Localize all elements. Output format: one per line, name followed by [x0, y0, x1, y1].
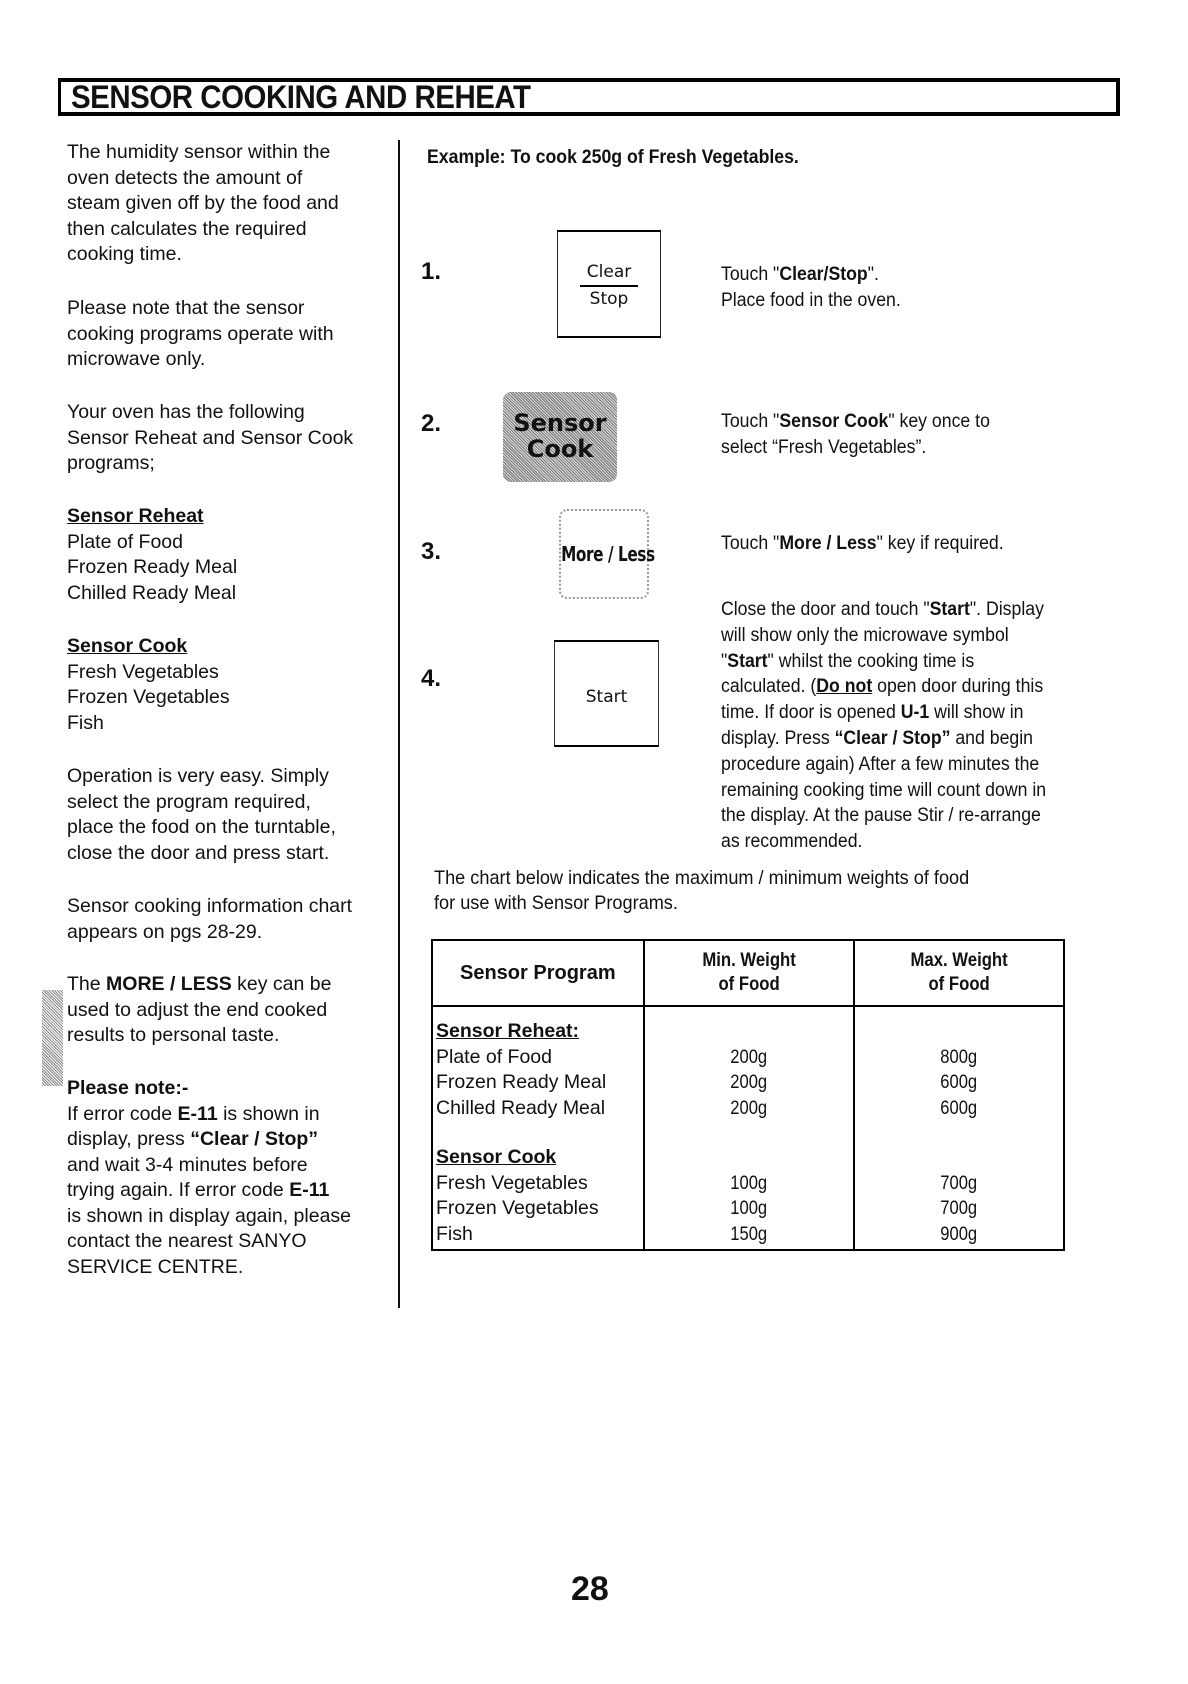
text-line: Your oven has the following: [67, 401, 305, 423]
text-line: display. Press “Clear / Stop” and begin: [721, 727, 1033, 749]
text-line: and wait 3-4 minutes before: [67, 1153, 308, 1176]
max-weight-cell: 600g: [854, 1096, 1064, 1122]
sensor-cook-list: [67, 634, 387, 736]
program-cell: Fish: [432, 1222, 644, 1251]
group-heading: Sensor Cook: [432, 1121, 644, 1171]
table-row: [432, 1196, 1064, 1222]
text-line: display, press “Clear / Stop”: [67, 1128, 319, 1150]
key-label: Cook: [526, 435, 594, 463]
text-line: Sensor cooking information chart: [67, 895, 353, 917]
max-weight-cell: 900g: [854, 1222, 1064, 1251]
text-line: calculated. (Do not open door during this: [721, 676, 1044, 698]
max-weight-cell: 700g: [854, 1171, 1064, 1197]
key-label: Clear: [586, 262, 632, 282]
text-line: then calculates the required: [67, 217, 307, 240]
text-line: the display. At the pause Stir / re-arrange: [721, 805, 1041, 827]
text-line: results to personal taste.: [67, 1024, 280, 1046]
key-label: Start: [585, 687, 628, 707]
min-weight-cell: 200g: [644, 1045, 854, 1071]
text-line: select the program required,: [67, 790, 311, 813]
list-item: Frozen Ready Meal: [67, 556, 238, 578]
column-header-max-weight: Max. Weight of Food: [854, 940, 1064, 1006]
text-line: Operation is very easy. Simply: [67, 765, 329, 787]
text-line: remaining cooking time will count down in: [721, 779, 1047, 801]
microwave-only-note: [67, 296, 387, 373]
sensor-reheat-list: [67, 504, 387, 606]
max-weight-cell: 600g: [854, 1070, 1064, 1096]
empty-cell: [854, 1121, 1064, 1171]
key-label: Sensor: [513, 409, 607, 437]
text-line: as recommended.: [721, 831, 863, 853]
programs-intro: [67, 400, 387, 477]
error-code: E-11: [289, 1179, 330, 1201]
text-line: microwave only.: [67, 348, 206, 370]
chart-reference: [67, 894, 387, 945]
more-less-key-name: MORE / LESS: [106, 973, 232, 995]
list-item: Fresh Vegetables: [67, 660, 219, 683]
page-number: 28: [571, 1570, 609, 1608]
step-number: 1.: [421, 258, 442, 285]
column-header-program: Sensor Program: [432, 940, 644, 1006]
clear-stop-key-name: “Clear / Stop”: [190, 1128, 319, 1150]
text-line: The chart below indicates the maximum / minimum weights of food: [434, 867, 970, 889]
step-1-instruction: [721, 262, 1102, 314]
more-less-key-illustration: [559, 509, 655, 599]
key-name: Start: [929, 599, 970, 620]
text-line: programs;: [67, 452, 155, 474]
text-line: time. If door is opened U-1 will show in: [721, 702, 1024, 724]
table-row: [432, 1045, 1064, 1071]
text-line: Close the door and touch "Start". Display: [721, 599, 1044, 620]
list-item: Chilled Ready Meal: [67, 581, 237, 604]
text-line: used to adjust the end cooked: [67, 998, 328, 1021]
program-cell: Frozen Vegetables: [432, 1196, 644, 1222]
text-line: steam given off by the food and: [67, 192, 339, 214]
sensor-weights-table: [431, 939, 1065, 1251]
text-line: If error code E-11 is shown in: [67, 1102, 320, 1125]
text-line: cooking time.: [67, 243, 182, 265]
empty-cell: [644, 1006, 854, 1045]
program-cell: Frozen Ready Meal: [432, 1070, 644, 1096]
text-line: select “Fresh Vegetables”.: [721, 436, 927, 458]
text-line: for use with Sensor Programs.: [434, 892, 678, 914]
list-item: Fish: [67, 711, 104, 734]
step-2-instruction: [721, 409, 1102, 461]
page-title-box: [58, 78, 1120, 116]
step-3-instruction: [721, 531, 1102, 557]
text-line: appears on pgs 28-29.: [67, 920, 263, 943]
step-number: 2.: [421, 410, 442, 437]
table-row: [432, 1222, 1064, 1251]
text-line: Touch "Sensor Cook" key once to: [721, 411, 990, 432]
text-line: trying again. If error code E-11: [67, 1179, 330, 1201]
step-number: 4.: [421, 665, 442, 692]
min-weight-cell: 150g: [644, 1222, 854, 1251]
text-line: Place food in the oven.: [721, 289, 901, 311]
key-name: Sensor Cook: [779, 411, 889, 432]
text-line: SERVICE CENTRE.: [67, 1255, 244, 1278]
chart-intro: [434, 866, 969, 916]
page-title: SENSOR COOKING AND REHEAT: [71, 79, 531, 115]
text-line: The MORE / LESS key can be: [67, 973, 332, 995]
step-number: 3.: [421, 538, 442, 565]
list-item: Plate of Food: [67, 530, 183, 553]
text-line: "Start" whilst the cooking time is: [721, 650, 975, 672]
operation-paragraph: [67, 764, 387, 866]
table-row: [432, 1171, 1064, 1197]
min-weight-cell: 200g: [644, 1070, 854, 1096]
step-4-instruction: [721, 597, 1102, 855]
error-code: U-1: [900, 702, 930, 724]
text-line: contact the nearest SANYO: [67, 1230, 307, 1252]
max-weight-cell: 800g: [854, 1045, 1064, 1071]
list-item: Frozen Vegetables: [67, 686, 230, 708]
table-group-heading-row: [432, 1121, 1064, 1171]
program-cell: Chilled Ready Meal: [432, 1096, 644, 1122]
example-title: Example: To cook 250g of Fresh Vegetables.: [427, 147, 799, 168]
table-group-heading-row: [432, 1006, 1064, 1045]
text-line: oven detects the amount of: [67, 166, 303, 189]
sensor-cook-key-illustration: [503, 392, 617, 482]
sensor-cook-heading: Sensor Cook: [67, 635, 188, 657]
text-line: The humidity sensor within the: [67, 141, 331, 163]
text-line: procedure again) After a few minutes the: [721, 753, 1040, 775]
min-weight-cell: 100g: [644, 1171, 854, 1197]
sensor-reheat-heading: Sensor Reheat: [67, 505, 204, 527]
text-line: Please note that the sensor: [67, 297, 305, 319]
key-name: Start: [727, 650, 768, 672]
key-label: Stop: [589, 289, 629, 309]
text-line: place the food on the turntable,: [67, 816, 336, 838]
key-label: More / Less: [561, 542, 655, 566]
more-less-paragraph: [67, 972, 387, 1049]
emphasis: Do not: [816, 676, 873, 698]
group-heading: Sensor Reheat:: [432, 1006, 644, 1045]
empty-cell: [644, 1121, 854, 1171]
max-weight-cell: 700g: [854, 1196, 1064, 1222]
key-name: Clear/Stop: [779, 264, 868, 285]
text-line: Touch "Clear/Stop".: [721, 264, 879, 285]
please-note-heading: Please note:-: [67, 1077, 189, 1099]
table-header-row: [432, 940, 1064, 1006]
clear-stop-key-illustration: [557, 230, 661, 338]
key-divider: [580, 285, 638, 287]
text-line: Touch "More / Less" key if required.: [721, 533, 1004, 554]
key-name: More / Less: [779, 533, 877, 554]
intro-paragraph: [67, 140, 387, 268]
please-note-block: [67, 1076, 387, 1280]
text-line: is shown in display again, please: [67, 1204, 352, 1227]
column-header-min-weight: Min. Weight of Food: [644, 940, 854, 1006]
program-cell: Plate of Food: [432, 1045, 644, 1071]
table-row: [432, 1070, 1064, 1096]
shaded-margin-marker: [42, 990, 63, 1086]
key-name: “Clear / Stop”: [834, 727, 951, 749]
min-weight-cell: 100g: [644, 1196, 854, 1222]
text-line: Sensor Reheat and Sensor Cook: [67, 426, 354, 449]
min-weight-cell: 200g: [644, 1096, 854, 1122]
error-code: E-11: [177, 1102, 218, 1125]
start-key-illustration: [554, 640, 659, 747]
text-line: cooking programs operate with: [67, 322, 334, 345]
column-divider: [398, 140, 400, 1308]
empty-cell: [854, 1006, 1064, 1045]
program-cell: Fresh Vegetables: [432, 1171, 644, 1197]
text-line: close the door and press start.: [67, 841, 330, 864]
table-row: [432, 1096, 1064, 1122]
text-line: will show only the microwave symbol: [721, 624, 1009, 646]
